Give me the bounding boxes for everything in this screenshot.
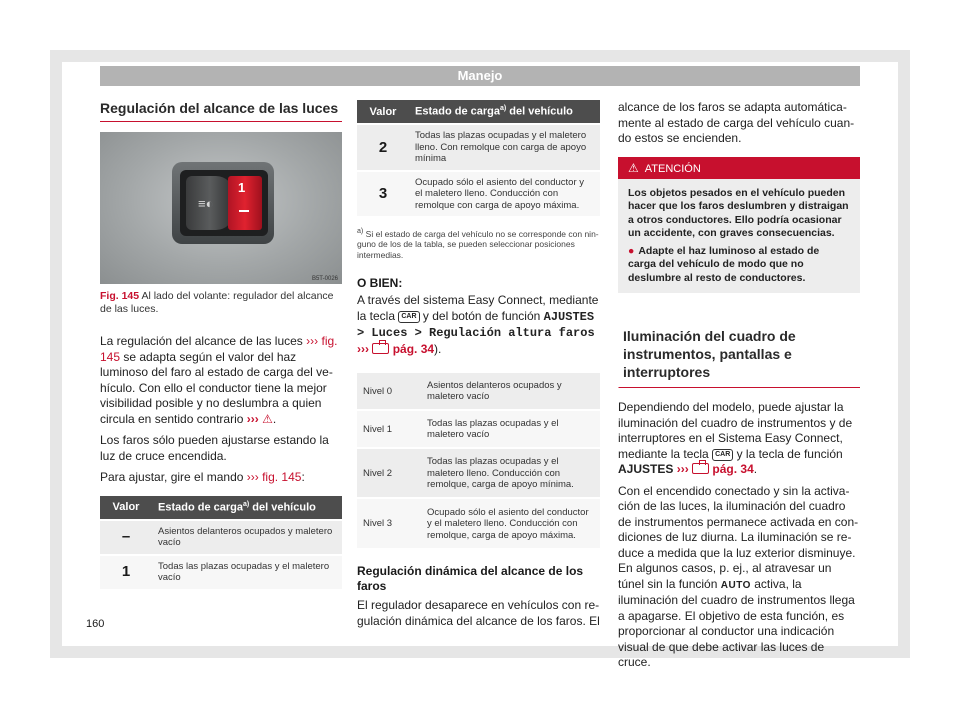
warning-box [618,157,860,294]
column-left [100,100,342,589]
page-link-arrow[interactable]: ››› [676,462,689,476]
table-row [100,520,342,555]
text: Estado de carga [415,105,500,118]
text: Para ajustar, gire el mando [100,470,244,484]
paragraph [100,334,342,427]
text: La regulación del alcance de las luces [100,334,303,348]
text: Con el encendido conectado y sin la activación de las luces, la iluminación del cuadro de instrumentos permanece activada en condiciones de luz diurna. La iluminación se reduce a medida que la luz exterior disminuye. En algunos casos, p. ej., al atravesar un túnel sin la función [618,483,859,591]
paragraph: alcance de los faros se adapta automáticamente al estado de carga del vehículo cuando estos se encienden. [618,100,855,145]
text: : [301,470,305,484]
table-row [357,171,600,217]
text: Estado de carga [158,501,243,514]
headlight-range-icon: ≡◐ [198,196,214,211]
text: del vehículo [252,501,316,514]
page-link[interactable]: pág. 34 [392,341,435,356]
section-header: Manejo [100,66,860,86]
footnote-mark: a) [357,227,364,235]
figure-code: B5T-0026 [311,276,338,282]
table-header: Valor [100,496,152,520]
text: del vehículo [509,105,573,118]
footnote-mark: a) [499,105,507,113]
subsection-title: Regulación dinámica del alcance de los faros [357,564,584,594]
caption-label: Fig. 145 [100,290,140,302]
page-link[interactable]: pág. 34 [712,462,754,476]
wheel-label-dash [239,210,249,212]
auto-icon: AUTO [720,579,751,591]
table-header: Valor [357,100,409,124]
column-right [618,100,860,671]
paragraph: El regulador desaparece en vehículos con regulación dinámica del alcance de los faros. El [357,598,600,628]
warning-bullet [628,245,850,286]
car-key-icon: CAR [398,311,419,323]
paragraph: Los faros sólo pueden ajustarse estando la luz de cruce encendida. [100,433,329,463]
footnote-mark: a) [242,500,250,508]
page-link-arrow[interactable]: ››› [357,341,369,356]
table-cell-text: Asientos delanteros ocupados y maletero vacío [152,520,342,555]
text: y la tecla de función [736,446,843,461]
figure-link[interactable]: ››› fig. 145 [246,470,302,484]
bullet-icon: ● [628,244,635,257]
warning-header [618,157,860,179]
level-name: Nivel 3 [357,498,421,548]
level-text: Todas las plazas ocupadas y el maletero lleno. Conducción con remolque, carga de apoyo mínima. [421,448,600,498]
text: y del botón de función [422,308,541,323]
table-row [357,372,600,410]
table-row [100,555,342,589]
function-key-label: AJUSTES [618,462,674,476]
text: Dependiendo del modelo, puede ajustar la iluminación del cuadro de instrumentos y de interruptores en el Sistema Easy Connect, mediante la tecla [618,400,853,461]
level-text: Todas las plazas ocupadas y el maletero vacío [421,410,600,448]
table-row [357,124,600,171]
warning-link[interactable]: ››› [246,411,259,426]
text: A través del sistema Easy Connect, mediante la tecla [357,293,599,323]
warning-triangle-icon: ⚠ [262,411,273,426]
text: activa, la iluminación del cuadro de instrumentos llega a apagarse. El objetivo de esta función, es proporcionar al conductor una indicación visual de que debe activar las luces de cruce. [618,576,855,669]
table-cell-text: Todas las plazas ocupadas y el maletero vacío [152,555,342,589]
text: . [272,411,277,426]
level-text: Asientos delanteros ocupados y maletero vacío [421,372,600,410]
figure-link[interactable]: ››› fig. 145 [100,334,338,364]
level-name: Nivel 0 [357,372,421,410]
load-table [100,496,342,589]
paragraph [618,484,860,671]
table-cell-value: 2 [357,124,409,171]
warning-title: ATENCIÓN [644,162,701,175]
figure-caption [100,290,342,316]
wheel-label-top: 1 [238,180,246,195]
text: ). [434,341,442,356]
book-icon [692,463,709,474]
table-header [409,100,600,124]
column-middle [357,100,600,629]
caption-text: Al lado del volante: regulador del alcance de las luces. [100,290,334,315]
level-text: Ocupado sólo el asiento del conductor y el maletero lleno. Conducción con remolque, carga de apoyo máxima. [421,498,600,548]
paragraph [618,400,860,478]
table-footnote [357,226,600,260]
book-icon [372,343,389,354]
page-number: 160 [86,618,105,630]
warning-text: Los objetos pesados en el vehículo pueden hacer que los faros deslumbren y distraigan a otros conductores. Ello podría ocasionar un accidente, con graves consecuencias. [628,186,849,239]
warning-body [618,179,860,294]
table-cell-value: 3 [357,171,409,217]
table-cell-text: Todas las plazas ocupadas y el maletero lleno. Con remolque con carga de apoyo mínima [409,124,600,171]
level-name: Nivel 2 [357,448,421,498]
menu-path: AJUSTES > Luces > Regulación altura faros [357,309,595,341]
text: Si el estado de carga del vehículo no se corresponde con ninguno de los de la tabla, se pueden seleccionar posiciones intermedias. [357,228,599,260]
paragraph [100,470,342,486]
table-cell-value: – [100,520,152,555]
section-title: Iluminación del cuadro de instrumentos, pantallas e interruptores [618,327,860,388]
table-cell-value: 1 [100,555,152,589]
section-title: Regulación del alcance de las luces [100,100,342,122]
figure-145 [100,132,342,284]
table-cell-text: Ocupado sólo el asiento del conductor y el maletero lleno. Conducción con remolque con carga de apoyo máxima. [409,171,600,217]
level-name: Nivel 1 [357,410,421,448]
warning-triangle-icon: ⚠ [628,160,639,175]
obien-label: O BIEN: [357,276,403,291]
paragraph [357,293,600,357]
table-row [357,410,600,448]
car-key-icon: CAR [712,449,733,461]
table-row [357,498,600,548]
text: . [753,462,758,476]
levels-table [357,371,600,548]
table-header [152,496,342,520]
text: Adapte el haz luminoso al estado de carga del vehículo de modo que no deslumbre al resto de conductores. [628,244,820,284]
load-table-continued [357,100,600,216]
table-row [357,448,600,498]
text: se adapta según el valor del haz luminoso del faro al estado de carga del vehículo. Con ello el conductor tiene la mejor visibilidad posible y no deslumbra a quien circula en sentido contrario [100,349,333,426]
